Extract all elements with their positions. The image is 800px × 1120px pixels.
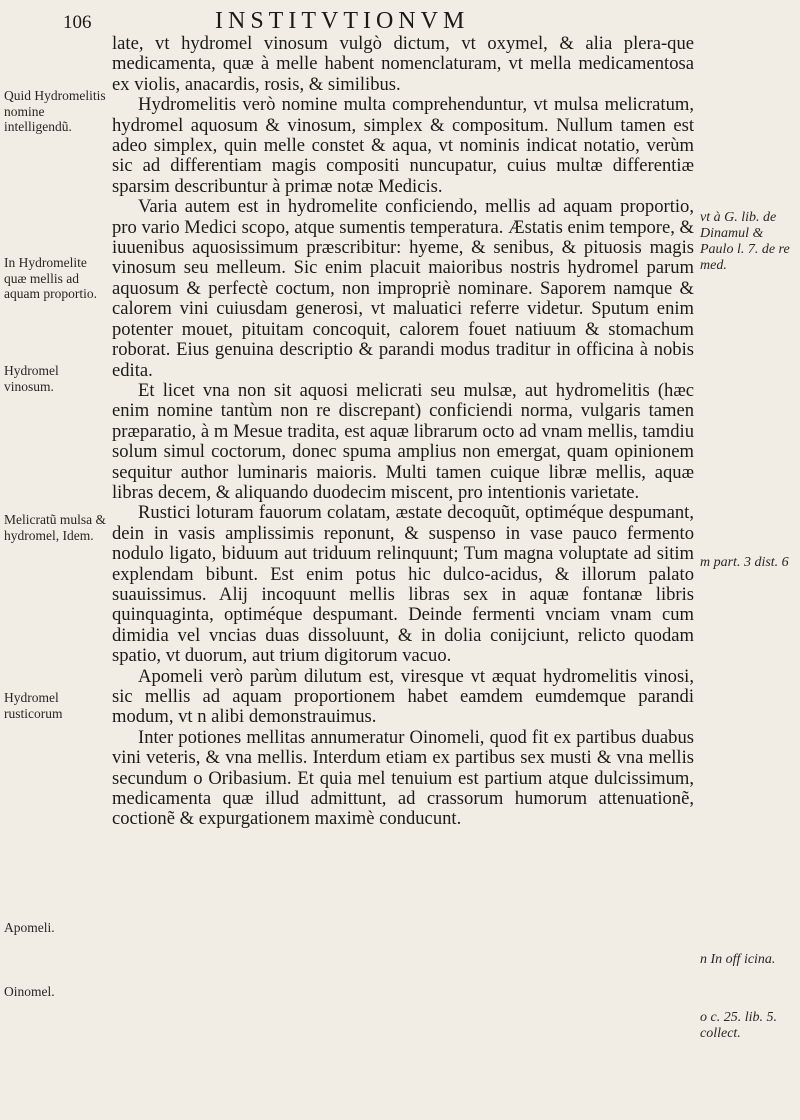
paragraph-opening: late, vt hydromel vinosum vulgò dictum, vt oxymel, & alia plera-que medicamenta, quæ à melle habent nomenclaturam, vt mella medicamentosa ex violis, anacardis, rosis, & similibus. xyxy=(112,33,694,95)
paragraph-melicratum: Et licet vna non sit aquosi melicrati seu mulsæ, aut hydromelitis (hæc enim nomine tantùm non re discrepant) conficiendi norma, vulgaris tamen præparatio, à m Mesue tradita, est aquæ librarum octo ad vnam mellis, tamdiu solum simul coctorum, donec spuma amplius non emergat, quam opinionem sequitur author luminaris maioris. Multi tamen cuique libræ mellis, aquæ libras decem, & aliquando duodecim miscent, pro intentionis varietate. xyxy=(112,379,694,503)
margin-note-rusticorum: Hydromel rusticorum xyxy=(4,690,63,721)
margin-ref-mesue: m part. 3 dist. 6 xyxy=(700,555,789,570)
page-number: 106 xyxy=(63,12,92,33)
paragraph-proportio: Varia autem est in hydromelite conficiendo, mellis ad aquam proportio, pro vario Medici scopo, atque sumentis temperatura. Æstatis enim tempore, & iuuenibus aquosissimum præscribitur: hyeme, & senibus, & pituosis magis vinosum seu melleum. Sic enim placuit maioribus nostris hydromel parum aquosum & perfectè coctum, non impropriè nominare. Saporem namque & calorem vini cuiusdam generosi, vt maluatici referre videtur. Sputum enim potenter mouet, pituitam concoquit, calorem fouet natiuum & stomachum roborat. Eius genuina descriptio & parandi modus traditur in officina à nobis edita. xyxy=(112,196,694,381)
margin-note-hydromel-vinosum: Hydromel vinosum. xyxy=(4,363,59,394)
paragraph-apomeli: Apomeli verò parùm dilutum est, viresque vt æquat hydromelitis vinosi, sic mellis ad aquam proportionem habet eamdem eumdemque parandi modum, vt n alibi demonstrauimus. xyxy=(112,665,694,728)
margin-note-hydromelitis: Quid Hydromelitis nomine intelligendũ. xyxy=(4,88,106,134)
margin-ref-officina: n In off icina. xyxy=(700,952,776,967)
paragraph-oinomeli: Inter potiones mellitas annumeratur Oinomeli, quod fit ex partibus duabus vini veteris, & vna mellis. Interdum etiam ex partibus sex musti & vna mellis secundum o Oribasium. Et quia mel tenuium est partium atque dulcissimum, medicamenta quæ illud admittunt, ad crassorum humorum attenuationẽ, coctionẽ & expurgationem maximè conducunt. xyxy=(112,726,694,830)
main-text xyxy=(112,34,694,830)
paragraph-hydromelitis-nomine: Hydromelitis verò nomine multa comprehenduntur, vt mulsa melicratum, hydromel aquosum & vinosum, simplex & compositum. Nullum tamen est adeo simplex, quin melle constet & aqua, vt nominis indicat notatio, verùm sic ad differentiam magis compositi nuncupatur, cuius multæ differentiæ sparsim describuntur à primæ notæ Medicis. xyxy=(112,94,694,197)
margin-note-melicratum: Melicratũ mulsa & hydromel, Idem. xyxy=(4,512,106,543)
paragraph-rustici: Rustici loturam fauorum colatam, æstate decoquũt, optiméque despumant, dein in vasis amplissimis reponunt, & suspenso in vase pauco fermento nodulo ligato, biduum aut triduum relinquunt; Tum magna voluptate ad sitim explendam bibunt. Est enim potus hic dulco-acidus, & illorum palato suauissimus. Alij incoquunt mellis libras sex in aquæ fontanæ libris quinquaginta, optiméque despumant. Deinde fermenti vnciam vnam cum dimidia vel vncias duas dissoluunt, & in dolia conijciunt, relicto quodam spatio, vt duorum, aut trium digitorum vacuo. xyxy=(112,502,694,667)
margin-ref-galen-paulus: vt à G. lib. de Dinamul & Paulo l. 7. de re med. xyxy=(700,210,790,273)
running-head: INSTITVTIONVM xyxy=(215,8,470,34)
margin-note-proportio: In Hydromelite quæ mellis ad aquam proportio. xyxy=(4,255,97,301)
margin-ref-oribasius: o c. 25. lib. 5. collect. xyxy=(700,1010,777,1041)
margin-note-apomeli: Apomeli. xyxy=(4,920,55,935)
margin-note-oinomel: Oinomel. xyxy=(4,984,55,999)
